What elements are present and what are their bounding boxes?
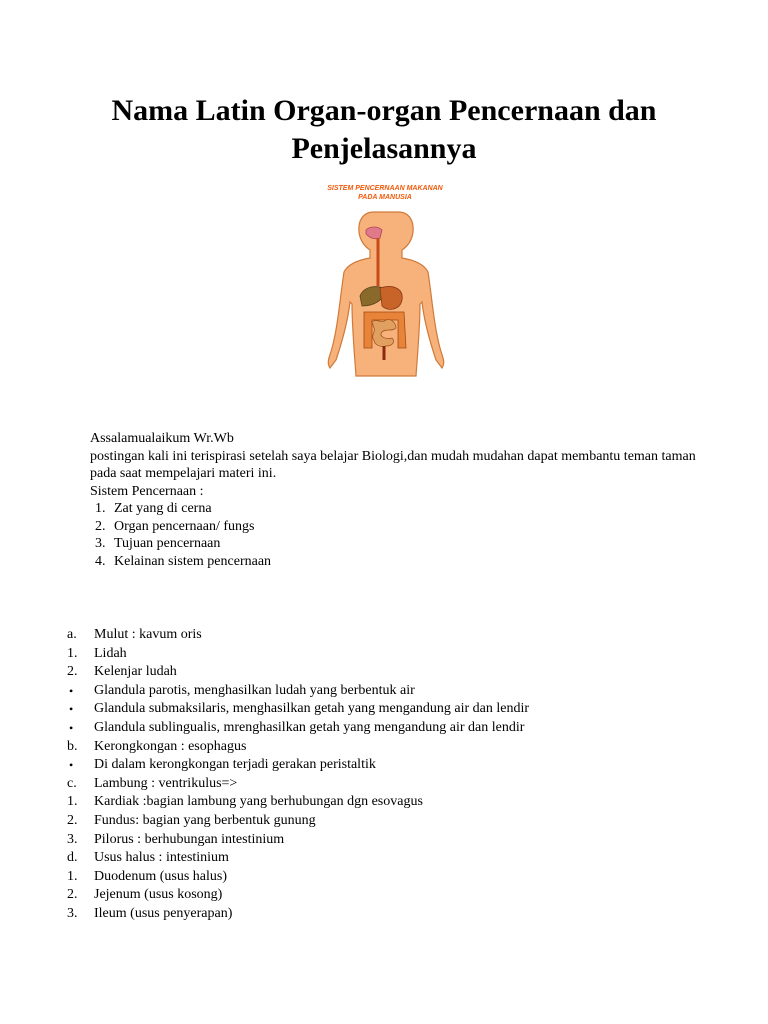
digestive-system-figure [312, 182, 458, 378]
outline-text: Lidah [94, 645, 127, 661]
outline-marker: 2. [67, 887, 78, 903]
outline-row [64, 719, 724, 738]
outline-text: Mulut : kavum oris [94, 627, 202, 642]
outline-bullet: • [69, 758, 74, 773]
outline-row [64, 831, 724, 850]
outline-text: Di dalam kerongkongan terjadi gerakan peristaltik [94, 757, 376, 773]
outline-text: Kelenjar ludah [94, 664, 177, 680]
greeting: Assalamualaikum Wr.Wb [90, 431, 234, 446]
topic-item [90, 518, 710, 536]
outline-text: Jejenum (usus kosong) [94, 887, 223, 903]
outline-marker: 3. [67, 831, 78, 847]
outline-row [64, 700, 724, 719]
topic-item [90, 553, 710, 571]
outline-row [64, 682, 724, 701]
outline-text: Kerongkongan : esophagus [94, 738, 247, 754]
outline-text: Usus halus : intestinium [94, 850, 229, 866]
topic-number: 1. [95, 501, 106, 516]
section-label: Sistem Pencernaan : [90, 483, 204, 499]
outline-bullet: • [69, 683, 74, 698]
intro-paragraph: postingan kali ini terispirasi setelah saya belajar Biologi,dan mudah mudahan dapat membantu teman taman pada saat mempelajari materi ini. [90, 448, 696, 481]
outline-marker: d. [67, 850, 78, 866]
outline-marker: c. [67, 775, 77, 791]
stomach [380, 287, 402, 310]
outline-text: Glandula sublingualis, mrenghasilkan getah yang mengandung air dan lendir [94, 719, 525, 735]
digestive-system-illustration [312, 208, 458, 378]
page-title-line-1: Nama Latin Organ-organ Pencernaan dan [111, 94, 657, 127]
outline-marker: a. [67, 627, 77, 642]
outline-marker: 1. [67, 794, 78, 810]
outline-row [64, 738, 724, 757]
outline-text: Pilorus : berhubungan intestinium [94, 831, 285, 847]
outline-row [64, 868, 724, 887]
outline-marker: 2. [67, 812, 78, 828]
outline-text: Duodenum (usus halus) [94, 868, 227, 884]
topic-number: 4. [95, 553, 106, 569]
outline-row [64, 663, 724, 682]
figure-caption-line-2: PADA MANUSIA [358, 194, 412, 201]
outline-row [64, 886, 724, 905]
outline-row [64, 905, 724, 924]
topic-text: Tujuan pencernaan [114, 536, 221, 551]
outline-marker: 1. [67, 868, 78, 884]
outline-row [64, 775, 724, 794]
outline-row [64, 793, 724, 812]
topic-text: Kelainan sistem pencernaan [114, 553, 272, 569]
outline-text: Kardiak :bagian lambung yang berhubungan dgn esovagus [94, 794, 423, 810]
topic-item [90, 535, 710, 553]
intro-section [90, 430, 710, 570]
outline-marker: 2. [67, 664, 78, 680]
topic-item [90, 500, 710, 518]
outline-marker: 3. [67, 905, 78, 921]
topic-text: Zat yang di cerna [114, 501, 212, 516]
outline-text: Glandula parotis, menghasilkan ludah yang berbentuk air [94, 682, 415, 698]
outline-row [64, 626, 724, 645]
outline-row [64, 812, 724, 831]
topic-list [90, 500, 710, 570]
outline-text: Fundus: bagian yang berbentuk gunung [94, 812, 316, 828]
outline-text: Glandula submaksilaris, menghasilkan getah yang mengandung air dan lendir [94, 701, 530, 717]
page-title [60, 92, 708, 168]
figure-caption-line-1: SISTEM PENCERNAAN MAKANAN [327, 185, 443, 192]
outline-text: Lambung : ventrikulus=> [94, 775, 238, 791]
outline-row [64, 756, 724, 775]
outline-bullet: • [69, 720, 74, 735]
page-title-line-2: Penjelasannya [291, 132, 477, 165]
organ-outline [64, 626, 724, 924]
topic-number: 3. [95, 536, 106, 551]
outline-marker: b. [67, 738, 78, 754]
outline-row [64, 849, 724, 868]
outline-text: Ileum (usus penyerapan) [94, 905, 233, 921]
topic-number: 2. [95, 518, 106, 534]
outline-row [64, 645, 724, 664]
topic-text: Organ pencernaan/ fungs [114, 518, 255, 534]
outline-marker: 1. [67, 645, 78, 661]
outline-bullet: • [69, 702, 74, 717]
